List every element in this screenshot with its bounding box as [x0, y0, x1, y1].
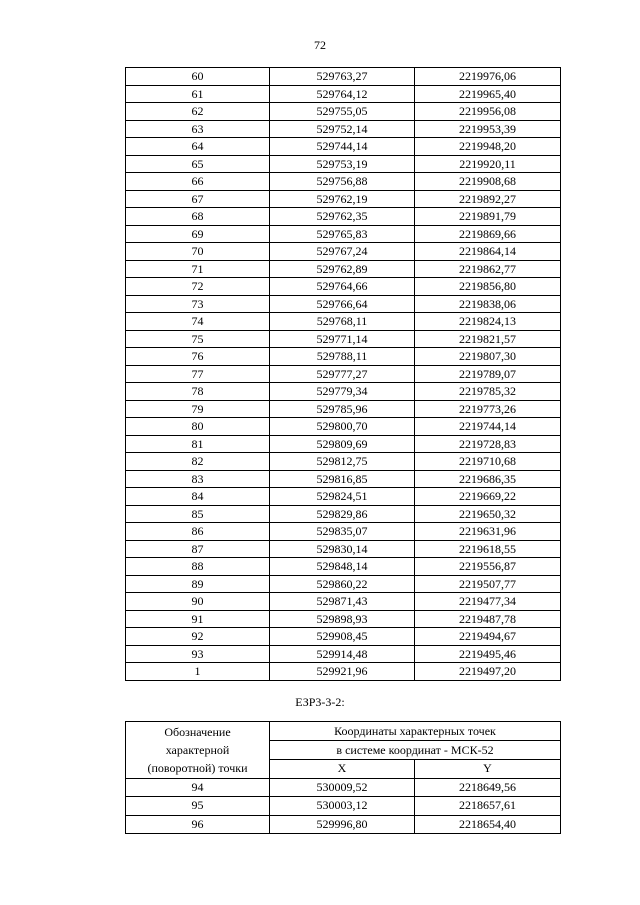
table-row [126, 365, 561, 383]
y-coordinate-cell: 2219495,46 [415, 645, 561, 663]
point-number-cell: 64 [126, 138, 270, 156]
point-number-cell: 71 [126, 260, 270, 278]
x-coordinate-cell: 529835,07 [270, 523, 415, 541]
coordinates-header-line1: Координаты характерных точек [334, 724, 496, 738]
y-coordinate-cell: 2219948,20 [415, 138, 561, 156]
y-coordinate-cell: 2219785,32 [415, 383, 561, 401]
x-coordinate-cell: 529898,93 [270, 610, 415, 628]
x-column-header: X [270, 760, 415, 779]
x-coordinate-cell: 529762,19 [270, 190, 415, 208]
point-number-cell: 83 [126, 470, 270, 488]
table-row [126, 470, 561, 488]
ezr-coordinates-table-body [126, 722, 561, 834]
table-row [126, 85, 561, 103]
point-number-cell: 63 [126, 120, 270, 138]
table-row [126, 610, 561, 628]
point-number-cell: 84 [126, 488, 270, 506]
table-row [126, 313, 561, 331]
table-row [126, 593, 561, 611]
point-number-cell: 91 [126, 610, 270, 628]
y-coordinate-cell: 2219487,78 [415, 610, 561, 628]
x-coordinate-cell: 529756,88 [270, 173, 415, 191]
y-coordinate-cell: 2219869,66 [415, 225, 561, 243]
y-coordinate-cell: 2219838,06 [415, 295, 561, 313]
point-designation-header-line3: (поворотной) точки [147, 760, 248, 775]
table-row [126, 278, 561, 296]
x-coordinate-cell: 529762,35 [270, 208, 415, 226]
x-coordinate-cell: 529763,27 [270, 68, 415, 86]
table-row [126, 488, 561, 506]
y-coordinate-cell: 2219953,39 [415, 120, 561, 138]
point-number-cell: 95 [126, 797, 270, 816]
point-number-cell: 67 [126, 190, 270, 208]
y-coordinate-cell: 2219556,87 [415, 558, 561, 576]
point-number-cell: 79 [126, 400, 270, 418]
x-coordinate-cell: 529764,12 [270, 85, 415, 103]
point-number-cell: 87 [126, 540, 270, 558]
point-number-cell: 75 [126, 330, 270, 348]
y-coordinate-cell: 2218657,61 [415, 797, 561, 816]
point-number-cell: 81 [126, 435, 270, 453]
x-coordinate-cell: 529809,69 [270, 435, 415, 453]
y-coordinate-cell: 2219864,14 [415, 243, 561, 261]
x-coordinate-cell: 529768,11 [270, 313, 415, 331]
table-row [126, 173, 561, 191]
point-number-cell: 86 [126, 523, 270, 541]
x-coordinate-cell: 529753,19 [270, 155, 415, 173]
table-row [126, 295, 561, 313]
x-coordinate-cell: 529860,22 [270, 575, 415, 593]
point-number-cell: 65 [126, 155, 270, 173]
table-row [126, 418, 561, 436]
y-coordinate-cell: 2219789,07 [415, 365, 561, 383]
point-number-cell: 96 [126, 815, 270, 834]
y-coordinate-cell: 2219507,77 [415, 575, 561, 593]
y-coordinate-cell: 2218654,40 [415, 815, 561, 834]
table-row [126, 383, 561, 401]
point-number-cell: 60 [126, 68, 270, 86]
x-coordinate-cell: 529764,66 [270, 278, 415, 296]
table-row [126, 155, 561, 173]
y-coordinate-cell: 2219821,57 [415, 330, 561, 348]
point-number-cell: 1 [126, 663, 270, 681]
x-coordinate-cell: 529752,14 [270, 120, 415, 138]
y-coordinate-cell: 2219824,13 [415, 313, 561, 331]
x-coordinate-cell: 529788,11 [270, 348, 415, 366]
x-coordinate-cell: 529908,45 [270, 628, 415, 646]
table-row [126, 797, 561, 816]
y-coordinate-cell: 2219686,35 [415, 470, 561, 488]
point-number-cell: 73 [126, 295, 270, 313]
y-coordinate-cell: 2219618,55 [415, 540, 561, 558]
x-coordinate-cell: 529829,86 [270, 505, 415, 523]
table-row [126, 120, 561, 138]
table-row [126, 225, 561, 243]
header-row-1 [126, 722, 561, 741]
y-coordinate-cell: 2219497,20 [415, 663, 561, 681]
point-number-cell: 68 [126, 208, 270, 226]
x-coordinate-cell: 529777,27 [270, 365, 415, 383]
y-coordinate-cell: 2219631,96 [415, 523, 561, 541]
point-number-cell: 94 [126, 778, 270, 797]
x-coordinate-cell: 529830,14 [270, 540, 415, 558]
x-coordinate-cell: 530003,12 [270, 797, 415, 816]
x-coordinate-cell: 529762,89 [270, 260, 415, 278]
point-number-cell: 72 [126, 278, 270, 296]
y-coordinate-cell: 2219892,27 [415, 190, 561, 208]
point-number-cell: 62 [126, 103, 270, 121]
x-coordinate-cell: 529921,96 [270, 663, 415, 681]
x-coordinate-cell: 529766,64 [270, 295, 415, 313]
x-coordinate-cell: 529914,48 [270, 645, 415, 663]
table-row [126, 628, 561, 646]
y-coordinate-cell: 2219710,68 [415, 453, 561, 471]
table-row [126, 243, 561, 261]
y-coordinate-cell: 2219807,30 [415, 348, 561, 366]
point-designation-header [126, 722, 270, 779]
y-coordinate-cell: 2219891,79 [415, 208, 561, 226]
section-title: ЕЗР3-3-2: [295, 695, 345, 709]
point-number-cell: 82 [126, 453, 270, 471]
x-coordinate-cell: 529767,24 [270, 243, 415, 261]
x-coordinate-cell: 529996,80 [270, 815, 415, 834]
table-row [126, 208, 561, 226]
table-row [126, 645, 561, 663]
x-coordinate-cell: 529765,83 [270, 225, 415, 243]
point-number-cell: 88 [126, 558, 270, 576]
y-column-header: Y [415, 760, 561, 779]
ezr-coordinates-table [125, 721, 561, 834]
y-coordinate-cell: 2219650,32 [415, 505, 561, 523]
point-number-cell: 89 [126, 575, 270, 593]
y-coordinate-cell: 2219744,14 [415, 418, 561, 436]
y-coordinate-cell: 2219669,22 [415, 488, 561, 506]
point-number-cell: 66 [126, 173, 270, 191]
x-coordinate-cell: 529785,96 [270, 400, 415, 418]
point-number-cell: 70 [126, 243, 270, 261]
y-coordinate-cell: 2219773,26 [415, 400, 561, 418]
x-coordinate-cell: 529779,34 [270, 383, 415, 401]
x-coordinate-cell: 530009,52 [270, 778, 415, 797]
x-coordinate-cell: 529744,14 [270, 138, 415, 156]
coordinates-table [125, 67, 561, 681]
coordinates-table-body [126, 68, 561, 681]
y-coordinate-cell: 2218649,56 [415, 778, 561, 797]
y-coordinate-cell: 2219728,83 [415, 435, 561, 453]
y-coordinate-cell: 2219494,67 [415, 628, 561, 646]
point-number-cell: 69 [126, 225, 270, 243]
table-row [126, 138, 561, 156]
table-row [126, 400, 561, 418]
table-row [126, 435, 561, 453]
point-number-cell: 92 [126, 628, 270, 646]
y-coordinate-cell: 2219862,77 [415, 260, 561, 278]
point-number-cell: 74 [126, 313, 270, 331]
point-number-cell: 90 [126, 593, 270, 611]
x-coordinate-cell: 529800,70 [270, 418, 415, 436]
point-number-cell: 61 [126, 85, 270, 103]
y-coordinate-cell: 2219477,34 [415, 593, 561, 611]
coordinates-header [270, 722, 561, 741]
table-row [126, 330, 561, 348]
table-row [126, 348, 561, 366]
table-row [126, 778, 561, 797]
table-row [126, 103, 561, 121]
table-row [126, 453, 561, 471]
y-coordinate-cell: 2219908,68 [415, 173, 561, 191]
table-row [126, 505, 561, 523]
table-row [126, 663, 561, 681]
x-coordinate-cell: 529812,75 [270, 453, 415, 471]
x-coordinate-cell: 529848,14 [270, 558, 415, 576]
table-row [126, 575, 561, 593]
y-coordinate-cell: 2219976,06 [415, 68, 561, 86]
y-coordinate-cell: 2219920,11 [415, 155, 561, 173]
x-coordinate-cell: 529871,43 [270, 593, 415, 611]
page-number: 72 [314, 38, 326, 52]
table-row [126, 190, 561, 208]
table-row [126, 815, 561, 834]
y-coordinate-cell: 2219965,40 [415, 85, 561, 103]
x-coordinate-cell: 529771,14 [270, 330, 415, 348]
point-number-cell: 76 [126, 348, 270, 366]
table-row [126, 260, 561, 278]
table-row [126, 68, 561, 86]
point-number-cell: 78 [126, 383, 270, 401]
x-coordinate-cell: 529816,85 [270, 470, 415, 488]
point-number-cell: 80 [126, 418, 270, 436]
point-number-cell: 93 [126, 645, 270, 663]
point-number-cell: 77 [126, 365, 270, 383]
y-coordinate-cell: 2219856,80 [415, 278, 561, 296]
table-row [126, 558, 561, 576]
y-coordinate-cell: 2219956,08 [415, 103, 561, 121]
table-row [126, 523, 561, 541]
point-designation-header-line2: характерной [165, 742, 230, 757]
coordinate-system-header: в системе координат - МСК-52 [270, 741, 561, 760]
point-number-cell: 85 [126, 505, 270, 523]
point-designation-header-line1: Обозначение [164, 724, 231, 739]
x-coordinate-cell: 529824,51 [270, 488, 415, 506]
x-coordinate-cell: 529755,05 [270, 103, 415, 121]
table-row [126, 540, 561, 558]
